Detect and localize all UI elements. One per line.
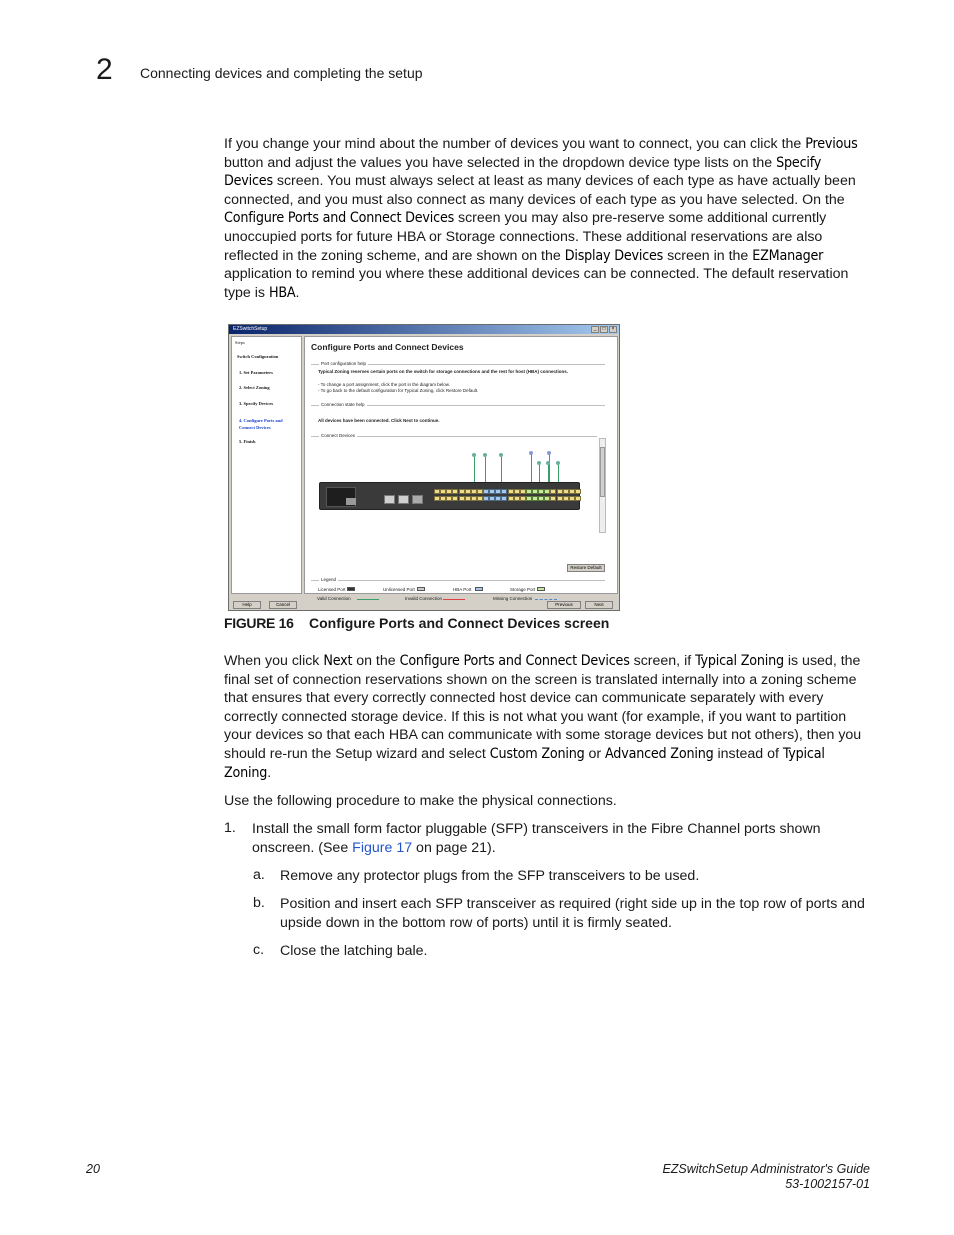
step-text-part: Install the small form factor pluggable (SFP) transceivers in the Fibre Channel ports shown onscreen. (See bbox=[252, 821, 821, 856]
ui-term: Configure Ports and Connect Devices bbox=[224, 210, 455, 227]
page-number: 20 bbox=[86, 1162, 100, 1176]
switch-diagram bbox=[319, 482, 580, 510]
help-line: - To change a port assignment, click the port in the diagram below. bbox=[318, 382, 450, 387]
step-number: 1. bbox=[224, 820, 236, 836]
fc-port[interactable] bbox=[526, 489, 532, 494]
step-item: 3. Specify Devices bbox=[239, 401, 274, 406]
content-panel bbox=[304, 336, 618, 594]
substep-text: Remove any protector plugs from the SFP transceivers to be used. bbox=[280, 868, 700, 884]
step-item: 1. Set Parameters bbox=[239, 370, 273, 375]
help-line: Typical Zoning reserves certain ports on the switch for storage connections and the rest for host (HBA) connections. bbox=[318, 369, 568, 374]
step-text bbox=[252, 820, 872, 857]
chapter-number: 2 bbox=[96, 53, 113, 86]
ui-term: HBA bbox=[268, 284, 296, 301]
unlicensed-port-swatch bbox=[417, 587, 425, 591]
figure-label: FIGURE 16 bbox=[224, 615, 294, 631]
ui-term: Previous bbox=[805, 136, 858, 152]
screen-title: Configure Ports and Connect Devices bbox=[311, 342, 464, 352]
configure-ports-screenshot bbox=[228, 324, 620, 611]
window-titlebar bbox=[229, 325, 619, 334]
chapter-title: Connecting devices and completing the setup bbox=[140, 65, 423, 81]
guide-title: EZSwitchSetup Administrator's Guide bbox=[662, 1162, 870, 1176]
power-supply bbox=[326, 487, 356, 507]
scrollbar-thumb[interactable] bbox=[600, 447, 605, 497]
fc-port[interactable] bbox=[477, 496, 483, 501]
doc-number: 53-1002157-01 bbox=[785, 1177, 870, 1191]
state-text: All devices have been connected. Click Next to continue. bbox=[318, 418, 440, 423]
connection-cable bbox=[539, 464, 540, 483]
connection-plug-icon bbox=[546, 461, 550, 465]
licensed-port-swatch bbox=[347, 587, 355, 591]
previous-button[interactable]: Previous bbox=[547, 601, 581, 609]
ui-term: EZManager bbox=[752, 247, 824, 264]
fc-port[interactable] bbox=[526, 496, 532, 501]
ethernet-port bbox=[384, 495, 395, 504]
connection-plug-icon bbox=[537, 461, 541, 465]
divider bbox=[311, 580, 605, 581]
step-item-current: 4. Configure Ports and Connect Devices bbox=[239, 418, 283, 430]
usb-port bbox=[412, 495, 423, 504]
substep-text: Position and insert each SFP transceiver as required (right side up in the top row of ports and upside down in the bottom row of ports) until it is firmly seated. bbox=[280, 896, 865, 931]
fc-port[interactable] bbox=[550, 489, 556, 494]
close-icon[interactable]: × bbox=[609, 326, 617, 333]
maximize-icon[interactable]: □ bbox=[600, 326, 608, 333]
ui-term: Display Devices bbox=[564, 247, 664, 264]
cancel-button[interactable]: Cancel bbox=[269, 601, 297, 609]
help-header: Port configuration help bbox=[321, 361, 367, 366]
legend-licensed-label: Licensed Port bbox=[318, 587, 346, 592]
state-header: Connection state help bbox=[321, 402, 365, 407]
legend-storage-label: Storage Port bbox=[510, 587, 536, 592]
connection-plug-icon bbox=[556, 461, 560, 465]
step-item: 5. Finish bbox=[239, 439, 256, 444]
fc-port-grid bbox=[434, 488, 584, 506]
procedure-intro: Use the following procedure to make the physical connections. bbox=[224, 793, 617, 809]
fc-port[interactable] bbox=[452, 496, 458, 501]
legend-header: Legend bbox=[321, 577, 337, 582]
serial-port bbox=[398, 495, 409, 504]
fc-port[interactable] bbox=[501, 496, 507, 501]
steps-section: Switch Configuration bbox=[237, 354, 279, 359]
substep-text: Close the latching bale. bbox=[280, 943, 428, 959]
legend-unlicensed-label: Unlicensed Port bbox=[383, 587, 415, 592]
connection-plug-icon bbox=[472, 453, 476, 457]
connection-cable bbox=[549, 454, 550, 483]
legend-missing-label: Missing Connection bbox=[493, 596, 533, 601]
ui-term: Typical Zoning bbox=[224, 745, 825, 781]
ui-term: Typical Zoning bbox=[695, 653, 784, 669]
window-title: EZSwitchSetup bbox=[233, 326, 268, 332]
footer-guide-info bbox=[662, 1162, 870, 1192]
steps-header: Steps bbox=[235, 340, 245, 345]
missing-connection-line bbox=[535, 599, 557, 600]
step-item: 2. Select Zoning bbox=[239, 385, 270, 390]
storage-port-swatch bbox=[537, 587, 545, 591]
fc-port[interactable] bbox=[575, 489, 581, 494]
help-button[interactable]: Help bbox=[233, 601, 261, 609]
legend-valid-label: Valid Connection bbox=[317, 596, 351, 601]
connection-cable bbox=[474, 456, 475, 483]
ui-term: Specify Devices bbox=[224, 154, 822, 190]
legend-invalid-label: Invalid Connection bbox=[405, 596, 443, 601]
restore-default-button[interactable]: Restore Default bbox=[567, 564, 605, 572]
fc-port[interactable] bbox=[477, 489, 483, 494]
devices-header: Connect Devices bbox=[321, 433, 356, 438]
connection-plug-icon bbox=[483, 453, 487, 457]
fc-port[interactable] bbox=[575, 496, 581, 501]
minimize-icon[interactable]: _ bbox=[591, 326, 599, 333]
fc-port[interactable] bbox=[550, 496, 556, 501]
legend-hba-label: HBA Port bbox=[453, 587, 472, 592]
scrollbar[interactable] bbox=[599, 438, 606, 533]
connection-cable bbox=[531, 454, 532, 483]
figure-caption: Configure Ports and Connect Devices screen bbox=[309, 615, 610, 631]
zoning-paragraph: When you click Next on the Configure Ports and Connect Devices screen, if Typical Zoning is used, the final set of connection reservations shown on the screen is translated internally into a zoning scheme that ensures that every correctly connected host device can communicate separately with every correctly connected storage device. If this is not what you want (for example, if you want to partition your devices so that each HBA can communicate with some storage devices but not others), then you should re-run the Setup wizard and select Custom Zoning or Advanced Zoning instead of Typical Zoning. bbox=[224, 653, 862, 781]
next-button[interactable]: Next bbox=[585, 601, 613, 609]
hba-port-swatch bbox=[475, 587, 483, 591]
invalid-connection-line bbox=[443, 599, 465, 600]
ui-term: Next bbox=[323, 653, 353, 669]
fc-port[interactable] bbox=[452, 489, 458, 494]
substep-letter: a. bbox=[253, 867, 265, 883]
step-text-part: on page 21). bbox=[412, 839, 496, 856]
ui-term: Configure Ports and Connect Devices bbox=[399, 653, 630, 669]
help-line: - To go back to the default configuration for Typical Zoning, click Restore Default. bbox=[318, 388, 479, 393]
connection-cable bbox=[501, 456, 502, 483]
connection-cable bbox=[548, 464, 549, 483]
connection-plug-icon bbox=[499, 453, 503, 457]
substep-letter: b. bbox=[253, 895, 265, 911]
substep-letter: c. bbox=[253, 942, 265, 958]
ui-term: Advanced Zoning bbox=[605, 745, 714, 762]
intro-paragraph: If you change your mind about the number of devices you want to connect, you can click the Previous button and adjust the values you have selected in the dropdown device type lists on the Specify Devices screen. You must always select at least as many devices of each type as have actually been connected, and you must also connect as many devices of each type as you have selected. On the Configure Ports and Connect Devices screen you may also pre-reserve some additional currently unoccupied ports for future HBA or Storage connections. These additional reservations are also reflected in the zoning scheme, and are shown on the Display Devices screen in the EZManager application to remind you where these additional devices can be connected. The default reservation type is HBA. bbox=[224, 136, 858, 301]
connection-cable bbox=[558, 464, 559, 483]
connection-cable bbox=[485, 456, 486, 483]
storage-device-icon bbox=[547, 451, 551, 455]
storage-device-icon bbox=[529, 451, 533, 455]
ui-term: Custom Zoning bbox=[489, 745, 585, 762]
figure-17-link[interactable]: Figure 17 bbox=[352, 839, 413, 856]
fc-port[interactable] bbox=[501, 489, 507, 494]
steps-panel bbox=[231, 336, 302, 594]
valid-connection-line bbox=[357, 599, 379, 600]
